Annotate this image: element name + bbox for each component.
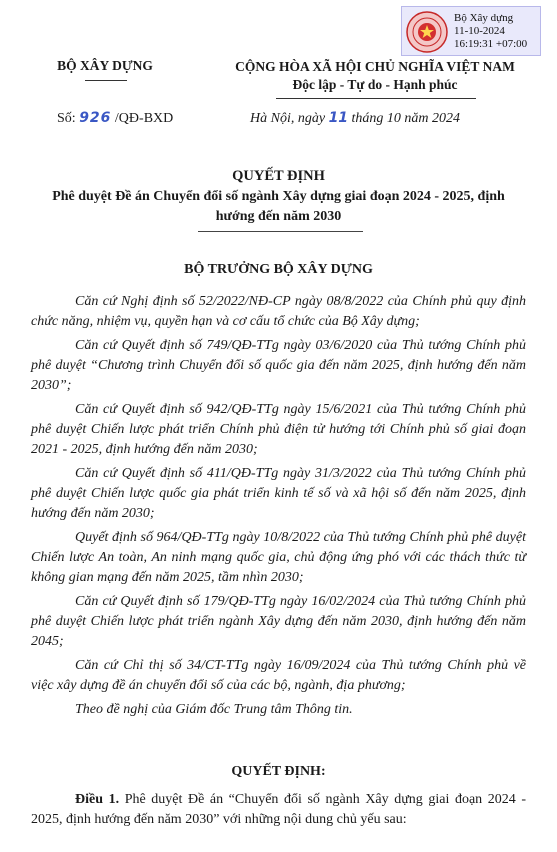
signature-org: Bộ Xây dựng	[454, 12, 514, 24]
national-motto: Độc lập - Tự do - Hạnh phúc	[292, 77, 458, 92]
signature-date: 11-10-2024	[454, 25, 505, 37]
doc-number-handwritten: 926	[79, 110, 112, 126]
issuing-authority: BỘ TRƯỞNG BỘ XÂY DỰNG	[184, 262, 373, 277]
decision-heading: QUYẾT ĐỊNH:	[231, 764, 326, 779]
subtitle-underline	[198, 231, 363, 232]
doc-number-prefix: Số:	[57, 111, 76, 126]
preamble-item: Căn cứ Quyết định số 411/QĐ-TTg ngày 31/3/2022 của Thủ tướng Chính phủ phê duyệt Chiến lược quốc gia phát triển kinh tế số và xã hội số đến năm 2025, định hướng đến năm 2030;	[31, 466, 526, 521]
preamble-item: Căn cứ Chỉ thị số 34/CT-TTg ngày 16/09/2024 của Thủ tướng Chính phủ về việc xây dựng đề án chuyển đổi số của các bộ, ngành, địa phương;	[31, 658, 526, 693]
motto-underline	[276, 98, 476, 99]
document-title: QUYẾT ĐỊNH	[232, 168, 325, 184]
preamble-item: Quyết định số 964/QĐ-TTg ngày 10/8/2022 của Thủ tướng Chính phủ phê duyệt Chiến lược An toàn, An ninh mạng quốc gia, chủ động ứng phó với các thách thức từ không gian mạng đến năm 2025, tầm nhìn 2030;	[31, 530, 526, 585]
ministry-underline	[85, 80, 127, 81]
country-name: CỘNG HÒA XÃ HỘI CHỦ NGHĨA VIỆT NAM	[235, 59, 515, 74]
document-number	[57, 110, 173, 127]
date-day-handwritten: 11	[328, 110, 349, 126]
preamble-item: Theo đề nghị của Giám đốc Trung tâm Thông tin.	[75, 702, 353, 717]
preamble	[31, 292, 526, 724]
digital-signature-box	[401, 6, 541, 56]
issue-date	[250, 110, 460, 127]
doc-number-suffix: /QĐ-BXD	[114, 111, 174, 126]
article-1	[31, 790, 526, 830]
date-part1: Hà Nội, ngày	[250, 111, 326, 126]
preamble-item: Căn cứ Nghị định số 52/2022/NĐ-CP ngày 08/8/2022 của Chính phủ quy định chức năng, nhiệm vụ, quyền hạn và cơ cấu tổ chức của Bộ Xây dựng;	[31, 294, 526, 329]
signature-time: 16:19:31 +07:00	[454, 38, 528, 50]
preamble-item: Căn cứ Quyết định số 179/QĐ-TTg ngày 16/02/2024 của Thủ tướng Chính phủ phê duyệt Chiến lược phát triển ngành Xây dựng đến năm 2030, định hướng đến năm 2045;	[31, 594, 526, 649]
article-1-label: Điều 1.	[75, 792, 120, 807]
date-part2: tháng 10 năm 2024	[351, 111, 461, 126]
article-1-text: Phê duyệt Đề án “Chuyển đổi số ngành Xây dựng giai đoạn 2024 - 2025, định hướng đến năm 2030” với những nội dung chủ yếu sau:	[31, 792, 527, 827]
state-seal-icon	[406, 11, 448, 53]
signature-text	[454, 12, 527, 51]
ministry-name: BỘ XÂY DỰNG	[57, 58, 153, 73]
preamble-item: Căn cứ Quyết định số 942/QĐ-TTg ngày 15/6/2021 của Thủ tướng Chính phủ phê duyệt Chiến lược phát triển Chính phủ điện tử hướng tới Chính phủ số giai đoạn 2021 - 2025, định hướng đến năm 2030;	[31, 402, 526, 457]
preamble-item: Căn cứ Quyết định số 749/QĐ-TTg ngày 03/6/2020 của Thủ tướng Chính phủ phê duyệt “Chương trình Chuyển đổi số quốc gia đến năm 2025, định hướng đến năm 2030”;	[31, 338, 526, 393]
national-header	[210, 58, 540, 94]
document-subtitle: Phê duyệt Đề án Chuyển đổi số ngành Xây dựng giai đoạn 2024 - 2025, định hướng đến năm 2030	[52, 189, 505, 224]
